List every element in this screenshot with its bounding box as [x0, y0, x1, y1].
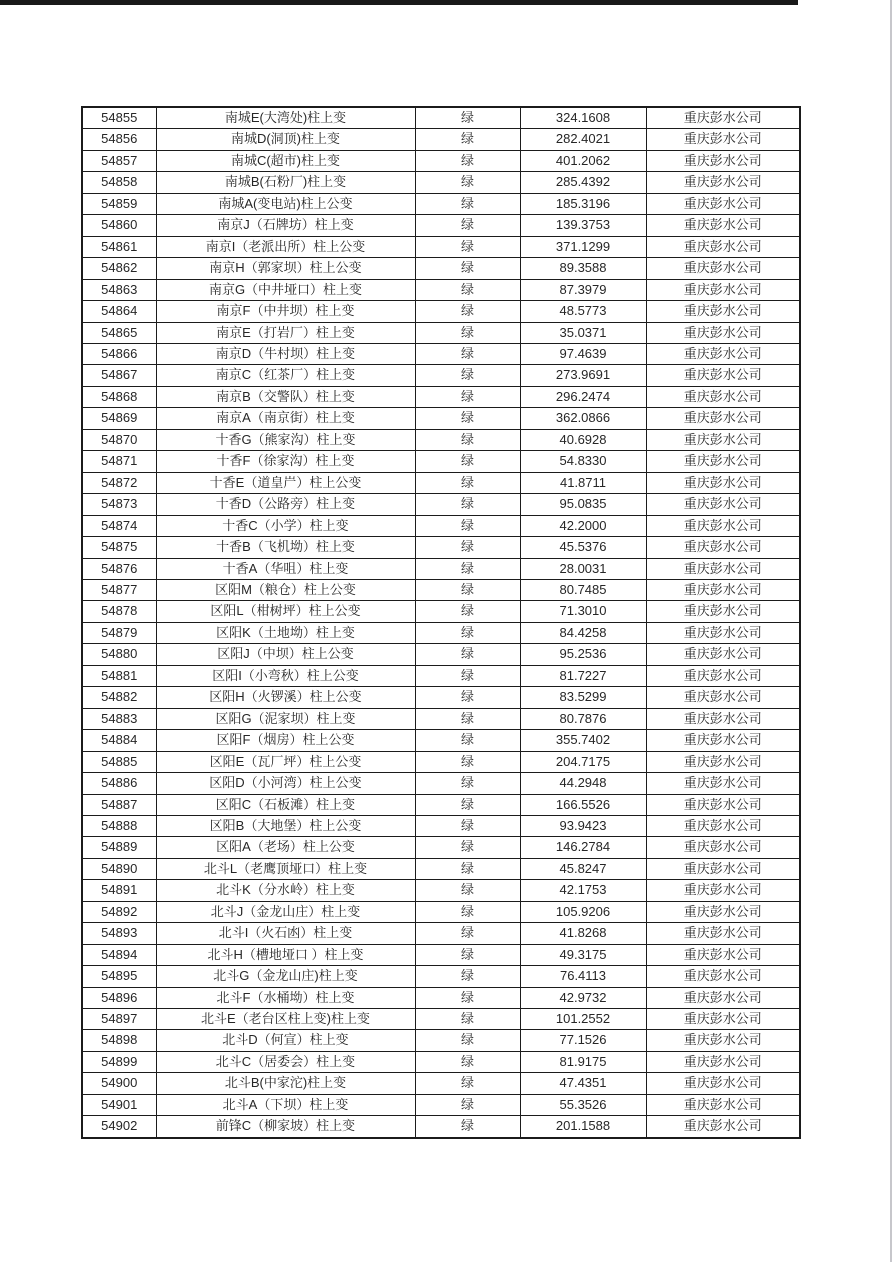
cell-row-id: 54879 — [82, 622, 156, 643]
cell-row-id: 54855 — [82, 107, 156, 129]
cell-status: 绿 — [415, 279, 520, 300]
cell-company: 重庆彭水公司 — [646, 601, 800, 622]
table-row — [82, 773, 800, 794]
cell-row-id: 54893 — [82, 923, 156, 944]
cell-value: 41.8268 — [520, 923, 646, 944]
table-row — [82, 751, 800, 772]
table-row — [82, 472, 800, 493]
cell-value: 166.5526 — [520, 794, 646, 815]
cell-station-name: 北斗A（下坝）柱上变 — [156, 1094, 415, 1115]
cell-status: 绿 — [415, 343, 520, 364]
cell-company: 重庆彭水公司 — [646, 193, 800, 214]
cell-status: 绿 — [415, 730, 520, 751]
cell-company: 重庆彭水公司 — [646, 236, 800, 257]
cell-status: 绿 — [415, 322, 520, 343]
cell-row-id: 54883 — [82, 708, 156, 729]
cell-station-name: 南京A（南京街）柱上变 — [156, 408, 415, 429]
cell-company: 重庆彭水公司 — [646, 408, 800, 429]
cell-status: 绿 — [415, 966, 520, 987]
cell-row-id: 54870 — [82, 429, 156, 450]
cell-value: 42.9732 — [520, 987, 646, 1008]
cell-row-id: 54861 — [82, 236, 156, 257]
cell-value: 80.7876 — [520, 708, 646, 729]
cell-status: 绿 — [415, 451, 520, 472]
cell-station-name: 区阳G（泥家坝）柱上变 — [156, 708, 415, 729]
cell-value: 54.8330 — [520, 451, 646, 472]
table-row — [82, 193, 800, 214]
cell-status: 绿 — [415, 258, 520, 279]
cell-row-id: 54897 — [82, 1009, 156, 1030]
cell-station-name: 区阳L（柑树坪）柱上公变 — [156, 601, 415, 622]
cell-value: 45.5376 — [520, 537, 646, 558]
cell-value: 97.4639 — [520, 343, 646, 364]
cell-status: 绿 — [415, 1009, 520, 1030]
cell-station-name: 北斗J（金龙山庄）柱上变 — [156, 901, 415, 922]
cell-value: 93.9423 — [520, 815, 646, 836]
cell-company: 重庆彭水公司 — [646, 494, 800, 515]
cell-value: 42.2000 — [520, 515, 646, 536]
cell-row-id: 54871 — [82, 451, 156, 472]
cell-company: 重庆彭水公司 — [646, 301, 800, 322]
cell-status: 绿 — [415, 365, 520, 386]
cell-company: 重庆彭水公司 — [646, 644, 800, 665]
cell-company: 重庆彭水公司 — [646, 558, 800, 579]
cell-row-id: 54878 — [82, 601, 156, 622]
cell-status: 绿 — [415, 901, 520, 922]
cell-value: 84.4258 — [520, 622, 646, 643]
cell-station-name: 北斗F（水桶坳）柱上变 — [156, 987, 415, 1008]
cell-value: 89.3588 — [520, 258, 646, 279]
cell-value: 83.5299 — [520, 687, 646, 708]
cell-row-id: 54889 — [82, 837, 156, 858]
cell-company: 重庆彭水公司 — [646, 1051, 800, 1072]
cell-company: 重庆彭水公司 — [646, 837, 800, 858]
cell-value: 371.1299 — [520, 236, 646, 257]
cell-company: 重庆彭水公司 — [646, 579, 800, 600]
cell-status: 绿 — [415, 601, 520, 622]
table-row — [82, 644, 800, 665]
transformer-load-table — [81, 106, 801, 1139]
cell-station-name: 区阳M（粮仓）柱上公变 — [156, 579, 415, 600]
cell-station-name: 十香E（道皇屵）柱上公变 — [156, 472, 415, 493]
cell-value: 285.4392 — [520, 172, 646, 193]
table-row — [82, 880, 800, 901]
cell-status: 绿 — [415, 515, 520, 536]
cell-value: 95.0835 — [520, 494, 646, 515]
cell-station-name: 北斗K（分水岭）柱上变 — [156, 880, 415, 901]
cell-station-name: 前锋C（柳家坡）柱上变 — [156, 1116, 415, 1138]
cell-status: 绿 — [415, 301, 520, 322]
table-row — [82, 279, 800, 300]
table-row — [82, 687, 800, 708]
cell-status: 绿 — [415, 1094, 520, 1115]
cell-company: 重庆彭水公司 — [646, 794, 800, 815]
cell-station-name: 十香B（飞机坳）柱上变 — [156, 537, 415, 558]
cell-status: 绿 — [415, 987, 520, 1008]
cell-station-name: 十香D（公路旁）柱上变 — [156, 494, 415, 515]
cell-status: 绿 — [415, 837, 520, 858]
cell-company: 重庆彭水公司 — [646, 279, 800, 300]
cell-company: 重庆彭水公司 — [646, 515, 800, 536]
cell-station-name: 南城D(洞顶)柱上变 — [156, 129, 415, 150]
cell-value: 49.3175 — [520, 944, 646, 965]
cell-company: 重庆彭水公司 — [646, 751, 800, 772]
cell-status: 绿 — [415, 1030, 520, 1051]
top-edge-bar — [0, 0, 798, 5]
cell-row-id: 54891 — [82, 880, 156, 901]
cell-row-id: 54876 — [82, 558, 156, 579]
cell-value: 101.2552 — [520, 1009, 646, 1030]
cell-company: 重庆彭水公司 — [646, 472, 800, 493]
cell-status: 绿 — [415, 429, 520, 450]
cell-company: 重庆彭水公司 — [646, 258, 800, 279]
table-row — [82, 923, 800, 944]
cell-value: 48.5773 — [520, 301, 646, 322]
table-row — [82, 258, 800, 279]
cell-value: 47.4351 — [520, 1073, 646, 1094]
cell-station-name: 北斗G（金龙山庄)柱上变 — [156, 966, 415, 987]
cell-station-name: 区阳H（火锣溪）柱上公变 — [156, 687, 415, 708]
cell-row-id: 54881 — [82, 665, 156, 686]
cell-row-id: 54886 — [82, 773, 156, 794]
cell-company: 重庆彭水公司 — [646, 622, 800, 643]
cell-status: 绿 — [415, 794, 520, 815]
table-row — [82, 322, 800, 343]
cell-company: 重庆彭水公司 — [646, 880, 800, 901]
cell-station-name: 十香C（小学）柱上变 — [156, 515, 415, 536]
cell-value: 355.7402 — [520, 730, 646, 751]
cell-status: 绿 — [415, 665, 520, 686]
cell-company: 重庆彭水公司 — [646, 858, 800, 879]
table-row — [82, 966, 800, 987]
cell-value: 35.0371 — [520, 322, 646, 343]
cell-row-id: 54882 — [82, 687, 156, 708]
cell-status: 绿 — [415, 858, 520, 879]
cell-company: 重庆彭水公司 — [646, 429, 800, 450]
table-row — [82, 858, 800, 879]
cell-company: 重庆彭水公司 — [646, 1116, 800, 1138]
cell-row-id: 54860 — [82, 215, 156, 236]
cell-status: 绿 — [415, 944, 520, 965]
cell-value: 362.0866 — [520, 408, 646, 429]
cell-station-name: 北斗I（火石凼）柱上变 — [156, 923, 415, 944]
table-row — [82, 451, 800, 472]
cell-row-id: 54862 — [82, 258, 156, 279]
cell-value: 324.1608 — [520, 107, 646, 129]
table-body — [82, 107, 800, 1138]
table-row — [82, 537, 800, 558]
cell-value: 146.2784 — [520, 837, 646, 858]
cell-value: 185.3196 — [520, 193, 646, 214]
cell-company: 重庆彭水公司 — [646, 665, 800, 686]
cell-station-name: 南京B（交警队）柱上变 — [156, 386, 415, 407]
cell-company: 重庆彭水公司 — [646, 923, 800, 944]
cell-station-name: 南京F（中井坝）柱上变 — [156, 301, 415, 322]
cell-station-name: 南京C（红茶厂）柱上变 — [156, 365, 415, 386]
cell-station-name: 南京E（打岩厂）柱上变 — [156, 322, 415, 343]
cell-station-name: 区阳A（老场）柱上公变 — [156, 837, 415, 858]
table-row — [82, 944, 800, 965]
table-row — [82, 987, 800, 1008]
cell-row-id: 54864 — [82, 301, 156, 322]
cell-row-id: 54890 — [82, 858, 156, 879]
table-row — [82, 1030, 800, 1051]
cell-company: 重庆彭水公司 — [646, 129, 800, 150]
cell-status: 绿 — [415, 687, 520, 708]
cell-station-name: 南城A(变电站)柱上公变 — [156, 193, 415, 214]
cell-value: 44.2948 — [520, 773, 646, 794]
cell-status: 绿 — [415, 107, 520, 129]
table-row — [82, 837, 800, 858]
cell-row-id: 54901 — [82, 1094, 156, 1115]
cell-row-id: 54857 — [82, 150, 156, 171]
cell-status: 绿 — [415, 751, 520, 772]
cell-row-id: 54859 — [82, 193, 156, 214]
table-row — [82, 622, 800, 643]
table-row — [82, 408, 800, 429]
cell-station-name: 区阳E（瓦厂坪）柱上公变 — [156, 751, 415, 772]
cell-company: 重庆彭水公司 — [646, 215, 800, 236]
cell-value: 80.7485 — [520, 579, 646, 600]
cell-status: 绿 — [415, 579, 520, 600]
cell-value: 55.3526 — [520, 1094, 646, 1115]
cell-company: 重庆彭水公司 — [646, 451, 800, 472]
cell-status: 绿 — [415, 1051, 520, 1072]
cell-row-id: 54898 — [82, 1030, 156, 1051]
cell-value: 71.3010 — [520, 601, 646, 622]
cell-company: 重庆彭水公司 — [646, 987, 800, 1008]
cell-company: 重庆彭水公司 — [646, 730, 800, 751]
cell-row-id: 54867 — [82, 365, 156, 386]
cell-value: 28.0031 — [520, 558, 646, 579]
cell-status: 绿 — [415, 193, 520, 214]
cell-company: 重庆彭水公司 — [646, 773, 800, 794]
cell-company: 重庆彭水公司 — [646, 815, 800, 836]
cell-value: 105.9206 — [520, 901, 646, 922]
cell-status: 绿 — [415, 386, 520, 407]
cell-company: 重庆彭水公司 — [646, 537, 800, 558]
cell-value: 282.4021 — [520, 129, 646, 150]
cell-value: 41.8711 — [520, 472, 646, 493]
table-row — [82, 901, 800, 922]
cell-station-name: 区阳I（小弯秋）柱上公变 — [156, 665, 415, 686]
cell-station-name: 北斗E（老台区柱上变)柱上变 — [156, 1009, 415, 1030]
cell-station-name: 南城C(超市)柱上变 — [156, 150, 415, 171]
cell-value: 296.2474 — [520, 386, 646, 407]
cell-status: 绿 — [415, 129, 520, 150]
table-row — [82, 665, 800, 686]
cell-station-name: 南京D（牛村坝）柱上变 — [156, 343, 415, 364]
cell-row-id: 54874 — [82, 515, 156, 536]
cell-station-name: 区阳D（小河湾）柱上公变 — [156, 773, 415, 794]
cell-value: 95.2536 — [520, 644, 646, 665]
cell-row-id: 54863 — [82, 279, 156, 300]
table-row — [82, 815, 800, 836]
cell-status: 绿 — [415, 815, 520, 836]
cell-status: 绿 — [415, 236, 520, 257]
cell-value: 204.7175 — [520, 751, 646, 772]
cell-station-name: 十香G（熊家沟）柱上变 — [156, 429, 415, 450]
cell-company: 重庆彭水公司 — [646, 172, 800, 193]
table-row — [82, 1073, 800, 1094]
cell-status: 绿 — [415, 880, 520, 901]
cell-row-id: 54896 — [82, 987, 156, 1008]
cell-value: 81.7227 — [520, 665, 646, 686]
cell-status: 绿 — [415, 215, 520, 236]
table-row — [82, 1094, 800, 1115]
cell-value: 42.1753 — [520, 880, 646, 901]
cell-value: 87.3979 — [520, 279, 646, 300]
cell-row-id: 54900 — [82, 1073, 156, 1094]
table-row — [82, 1051, 800, 1072]
table-row — [82, 107, 800, 129]
cell-company: 重庆彭水公司 — [646, 322, 800, 343]
cell-status: 绿 — [415, 622, 520, 643]
cell-station-name: 北斗D（何宣）柱上变 — [156, 1030, 415, 1051]
cell-company: 重庆彭水公司 — [646, 1094, 800, 1115]
cell-company: 重庆彭水公司 — [646, 944, 800, 965]
cell-status: 绿 — [415, 537, 520, 558]
cell-station-name: 区阳K（土地坳）柱上变 — [156, 622, 415, 643]
cell-row-id: 54856 — [82, 129, 156, 150]
table-row — [82, 129, 800, 150]
table-row — [82, 730, 800, 751]
table-row — [82, 429, 800, 450]
cell-status: 绿 — [415, 494, 520, 515]
cell-value: 77.1526 — [520, 1030, 646, 1051]
cell-station-name: 南京H（郭家坝）柱上公变 — [156, 258, 415, 279]
cell-status: 绿 — [415, 644, 520, 665]
cell-row-id: 54865 — [82, 322, 156, 343]
cell-value: 201.1588 — [520, 1116, 646, 1138]
table-row — [82, 150, 800, 171]
cell-status: 绿 — [415, 558, 520, 579]
cell-value: 139.3753 — [520, 215, 646, 236]
cell-status: 绿 — [415, 923, 520, 944]
cell-status: 绿 — [415, 150, 520, 171]
cell-row-id: 54899 — [82, 1051, 156, 1072]
cell-status: 绿 — [415, 1073, 520, 1094]
cell-station-name: 南京G（中井垭口）柱上变 — [156, 279, 415, 300]
table-row — [82, 1116, 800, 1138]
cell-status: 绿 — [415, 708, 520, 729]
cell-station-name: 区阳B（大地堡）柱上公变 — [156, 815, 415, 836]
cell-company: 重庆彭水公司 — [646, 386, 800, 407]
cell-station-name: 南城B(石粉厂)柱上变 — [156, 172, 415, 193]
cell-value: 81.9175 — [520, 1051, 646, 1072]
cell-company: 重庆彭水公司 — [646, 343, 800, 364]
table-row — [82, 579, 800, 600]
cell-status: 绿 — [415, 172, 520, 193]
cell-row-id: 54873 — [82, 494, 156, 515]
cell-row-id: 54877 — [82, 579, 156, 600]
table-row — [82, 1009, 800, 1030]
cell-row-id: 54884 — [82, 730, 156, 751]
cell-status: 绿 — [415, 773, 520, 794]
table-row — [82, 601, 800, 622]
cell-station-name: 区阳J（中坝）柱上公变 — [156, 644, 415, 665]
cell-company: 重庆彭水公司 — [646, 687, 800, 708]
cell-company: 重庆彭水公司 — [646, 365, 800, 386]
cell-company: 重庆彭水公司 — [646, 107, 800, 129]
cell-station-name: 北斗B(中家沱)柱上变 — [156, 1073, 415, 1094]
cell-value: 40.6928 — [520, 429, 646, 450]
cell-row-id: 54872 — [82, 472, 156, 493]
cell-station-name: 区阳F（烟房）柱上公变 — [156, 730, 415, 751]
table-row — [82, 365, 800, 386]
cell-station-name: 北斗C（居委会）柱上变 — [156, 1051, 415, 1072]
cell-row-id: 54894 — [82, 944, 156, 965]
cell-station-name: 十香A（华咀）柱上变 — [156, 558, 415, 579]
table-row — [82, 515, 800, 536]
cell-station-name: 北斗L（老鹰顶垭口）柱上变 — [156, 858, 415, 879]
cell-status: 绿 — [415, 1116, 520, 1138]
cell-row-id: 54868 — [82, 386, 156, 407]
cell-value: 401.2062 — [520, 150, 646, 171]
cell-value: 273.9691 — [520, 365, 646, 386]
cell-row-id: 54880 — [82, 644, 156, 665]
cell-row-id: 54892 — [82, 901, 156, 922]
table-row — [82, 794, 800, 815]
cell-company: 重庆彭水公司 — [646, 1009, 800, 1030]
table-row — [82, 236, 800, 257]
cell-value: 76.4113 — [520, 966, 646, 987]
cell-value: 45.8247 — [520, 858, 646, 879]
table-row — [82, 343, 800, 364]
cell-row-id: 54858 — [82, 172, 156, 193]
cell-station-name: 南京J（石牌坊）柱上变 — [156, 215, 415, 236]
cell-row-id: 54895 — [82, 966, 156, 987]
cell-station-name: 南城E(大湾处)柱上变 — [156, 107, 415, 129]
cell-status: 绿 — [415, 472, 520, 493]
table-row — [82, 708, 800, 729]
cell-station-name: 南京I（老派出所）柱上公变 — [156, 236, 415, 257]
cell-row-id: 54875 — [82, 537, 156, 558]
table-row — [82, 172, 800, 193]
cell-row-id: 54869 — [82, 408, 156, 429]
table-row — [82, 558, 800, 579]
cell-row-id: 54885 — [82, 751, 156, 772]
cell-row-id: 54888 — [82, 815, 156, 836]
table-row — [82, 215, 800, 236]
table-row — [82, 301, 800, 322]
table-row — [82, 494, 800, 515]
cell-row-id: 54902 — [82, 1116, 156, 1138]
cell-status: 绿 — [415, 408, 520, 429]
cell-company: 重庆彭水公司 — [646, 1073, 800, 1094]
cell-company: 重庆彭水公司 — [646, 150, 800, 171]
cell-station-name: 区阳C（石板滩）柱上变 — [156, 794, 415, 815]
cell-company: 重庆彭水公司 — [646, 1030, 800, 1051]
table-row — [82, 386, 800, 407]
cell-company: 重庆彭水公司 — [646, 708, 800, 729]
cell-station-name: 北斗H（槽地垭口 ）柱上变 — [156, 944, 415, 965]
cell-station-name: 十香F（徐家沟）柱上变 — [156, 451, 415, 472]
cell-row-id: 54887 — [82, 794, 156, 815]
cell-row-id: 54866 — [82, 343, 156, 364]
cell-company: 重庆彭水公司 — [646, 901, 800, 922]
cell-company: 重庆彭水公司 — [646, 966, 800, 987]
